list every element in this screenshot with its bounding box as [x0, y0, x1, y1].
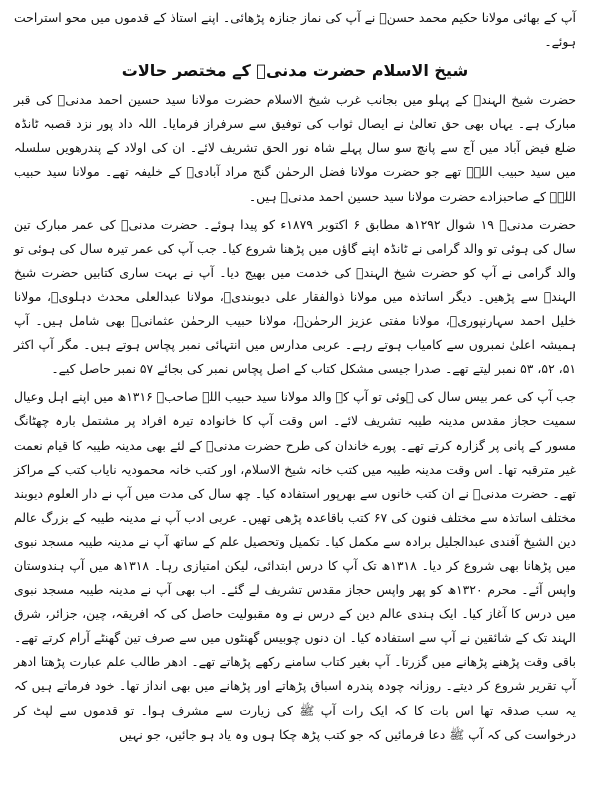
paragraph-birth-education: حضرت مدنیؒ ۱۹ شوال ۱۲۹۲ھ مطابق ۶ اکتوبر ۱۸۷۹ء کو پیدا ہوئے۔ حضرت مدنیؒ کی عمر مبارک تین سال کی ہوئی تو والد گرامی نے ٹانڈہ اپنے گاؤں میں پڑھنا شروع کیا۔ جب آپ کی عمر تیرہ سال کی ہوئی تو والد گرامی نے آپ کو حضرت شیخ الہندؒ کی خدمت میں بھیج دیا۔ آپ نے بہت ساری کتابیں حضرت شیخ الہندؒ سے پڑھیں۔ دیگر اساتذہ میں مولانا ذوالفقار علی دیوبندیؒ، مولانا عبدالعلی محدث دہلویؒ، مولانا خلیل احمد سہارنپوریؒ، مولانا مفتی عزیز الرحمٰنؒ، مولانا حبیب الرحمٰن عثمانیؒ بھی شامل ہیں۔ آپ ہمیشہ اعلیٰ نمبروں سے کامیاب ہوتے رہے۔ عربی مدارس میں انتہائی نمبر پچاس ہوتے ہیں۔ مگر آپ اکثر ۵۱، ۵۲، ۵۳ نمبر لیتے تھے۔ صدرا جیسی مشکل کتاب کے اصل پچاس نمبر کی بجائے ۵۷ نمبر حاصل کیے۔ — [14, 216, 577, 377]
paragraph-madinah: جب آپ کی عمر بیس سال کی ہوئی تو آپ کے والد مولانا سید حبیب اللہ صاحبؒ ۱۳۱۶ھ میں اپنے اہل وعیال سمیت حجاز مقدس مدینہ طیبہ تشریف لائے۔ اس وقت آپ کا خانوادہ تیرہ افراد پر مشتمل بارہ چھٹانگ مسور کے پانی پر گزارہ کرتے تھے۔ پورے خاندان کی طرح حضرت مدنیؒ کے لئے بھی مدینہ طیبہ کا قیام نعمت غیر مترقبہ تھا۔ اس وقت مدینہ طیبہ میں کتب خانہ شیخ الاسلام، اور کتب خانہ محمودیہ نایاب کتب کے مراکز تھے۔ حضرت مدنیؒ نے ان کتب خانوں سے بھرپور استفادہ کیا۔ چھ سال کی مدت میں آپ نے دار العلوم دیوبند مختلف اساتذہ سے مختلف فنون کی ۶۷ کتب باقاعدہ پڑھی تھیں۔ عربی ادب آپ نے مدینہ طیبہ کے بزرگ عالم دین الشیخ آفندی عبدالجلیل برادہ سے مکمل کیا۔ تکمیل وتحصیل علم کے ساتھ آپ نے مدینہ طیبہ مسجد نبوی میں پڑھانا بھی شروع کر دیا۔ ۱۳۱۸ھ تک آپ کا درس ابتدائی، لیکن امتیازی رہا۔ ۱۳۱۸ھ میں آپ ہندوستان واپس آئے۔ محرم ۱۳۲۰ھ کو پھر واپس حجاز مقدس تشریف لے گئے۔ اب بھی آپ نے مدینہ طیبہ مسجد نبوی میں درس کا آغاز کیا۔ ایک ہندی عالم دین کے درس نے وہ مقبولیت حاصل کی کہ افریقہ، چین، جزائر، شرق الہند تک کے شائقین نے آپ سے استفادہ کیا۔ ان دنوں چوبیس گھنٹوں میں سے صرف تین گھنٹے آرام کرتے تھے۔ باقی وقت پڑھنے پڑھانے میں گزرتا۔ آپ بغیر کتاب سامنے رکھے پڑھاتے تھے۔ ادھر طالب علم عبارت پڑھتا ادھر آپ تقریر شروع کر دیتے۔ روزانہ چودہ پندرہ اسباق پڑھاتے اور پڑھانے میں بھی انداز تھا۔ خود فرماتے ہیں کہ یہ سب صدقہ تھا اس بات کا کہ ایک رات آپ ﷺ کی زیارت سے مشرف ہوا۔ تو قدموں سے لپٹ کر درخواست کی کہ آپ ﷺ دعا فرمائیں کہ جو کتب پڑھ چکا ہوں وہ یاد ہو جائیں، جو نہیں — [14, 389, 577, 742]
paragraph-biography: حضرت شیخ الہندؒ کے پہلو میں بجانب غرب شیخ الاسلام حضرت مولانا سید حسین احمد مدنیؒ کی قبر مبارک ہے۔ یہاں بھی حق تعالیٰ نے ایصال ثواب کی توفیق سے سرفراز فرمایا۔ اللہ داد پور نزد قصبہ ٹانڈہ ضلع فیض آباد میں آج سے پانچ سو سال پہلے شاہ نور الحق تشریف لائے۔ ان کی اولاد کے پندرھویں سلسلہ میں سید حبیب اللہؒ تھے جو حضرت مولانا فضل الرحمٰن گنج مراد آبادیؒ کے خلیفہ تھے۔ مولانا سید حبیب اللہؒ کے صاحبزادے حضرت مولانا سید حسین احمد مدنیؒ ہیں۔ — [14, 92, 576, 204]
section-heading: شیخ الاسلام حضرت مدنیؒ کے مختصر حالات — [121, 61, 469, 81]
intro-paragraph: آپ کے بھائی مولانا حکیم محمد حسنؒ نے آپ کی نماز جنازہ پڑھائی۔ اپنے استاذ کے قدموں میں محو استراحت ہوئے۔ — [14, 10, 576, 50]
